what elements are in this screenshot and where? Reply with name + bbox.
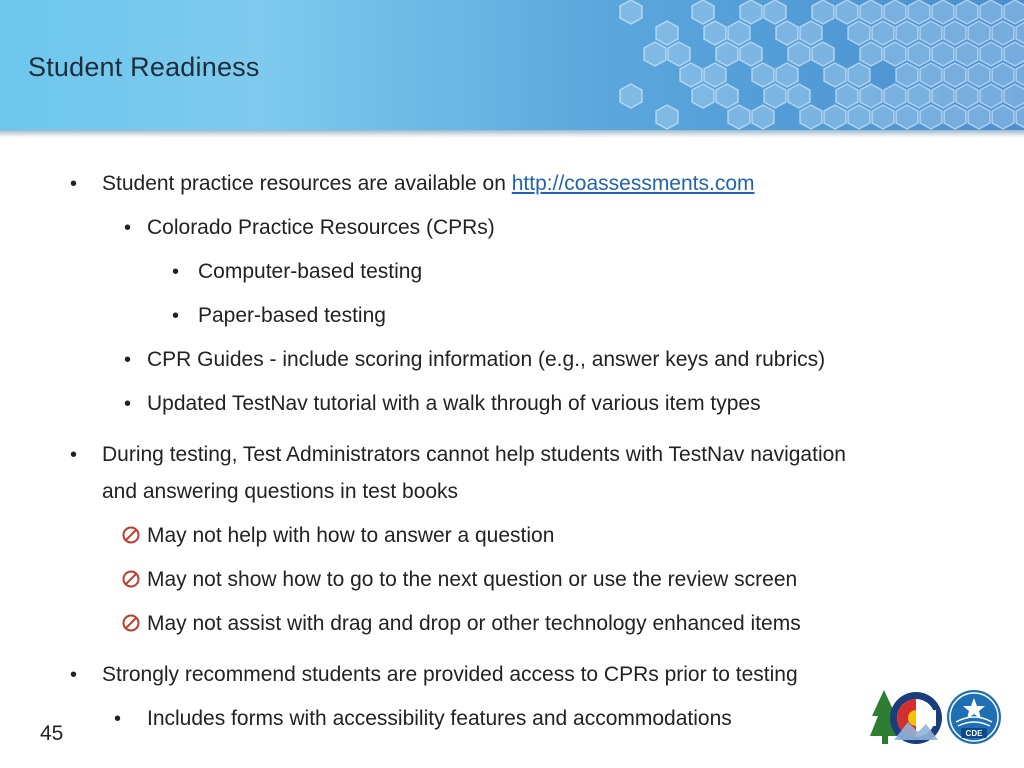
bullet-dot: • (172, 305, 180, 327)
bullet-strongly-recommend: Strongly recommend students are provided access to CPRs prior to testing (102, 663, 798, 686)
bullet-computer-based: Computer-based testing (198, 260, 423, 283)
bullet-during-testing-line2: and answering questions in test books (102, 480, 459, 503)
footer-logos (868, 688, 1008, 748)
bullet-testnav-tutorial: Updated TestNav tutorial with a walk through of various item types (147, 392, 761, 415)
bullet-during-testing-line1: During testing, Test Administrators cannot help students with TestNav navigation (102, 443, 846, 466)
bullet-cprs: Colorado Practice Resources (CPRs) (147, 216, 495, 239)
bullet-dot: • (124, 349, 132, 371)
restriction-navigation: May not show how to go to the next question or use the review screen (147, 568, 798, 591)
cde-logo-label: CDE (965, 729, 983, 738)
bullet-accessibility-forms: Includes forms with accessibility features and accommodations (147, 707, 732, 730)
bullet-dot: • (124, 217, 132, 239)
page-title: Student Readiness (28, 52, 260, 82)
prohibited-icon (121, 525, 141, 545)
bullet-dot: • (70, 173, 78, 195)
bullet-dot: • (70, 664, 78, 686)
bullet-paper-based: Paper-based testing (198, 304, 386, 327)
bullet-dot: • (70, 444, 78, 466)
cde-logo (947, 690, 1001, 744)
bullet-text: Student practice resources are available on (102, 172, 512, 195)
bullet-cpr-guides: CPR Guides - include scoring information (e.g., answer keys and rubrics) (147, 348, 826, 371)
bullet-dot: • (124, 393, 132, 415)
bullet-dot: • (114, 708, 122, 730)
prohibited-icon (121, 569, 141, 589)
colorado-logo (870, 690, 942, 744)
bullet-dot: • (172, 261, 180, 283)
bullet-practice-resources (102, 171, 755, 197)
restriction-drag-drop: May not assist with drag and drop or other technology enhanced items (147, 612, 801, 635)
restriction-answer: May not help with how to answer a question (147, 524, 555, 547)
coassessments-link[interactable]: http://coassessments.com (511, 172, 755, 195)
prohibited-icon (121, 613, 141, 633)
page-number: 45 (40, 722, 64, 745)
